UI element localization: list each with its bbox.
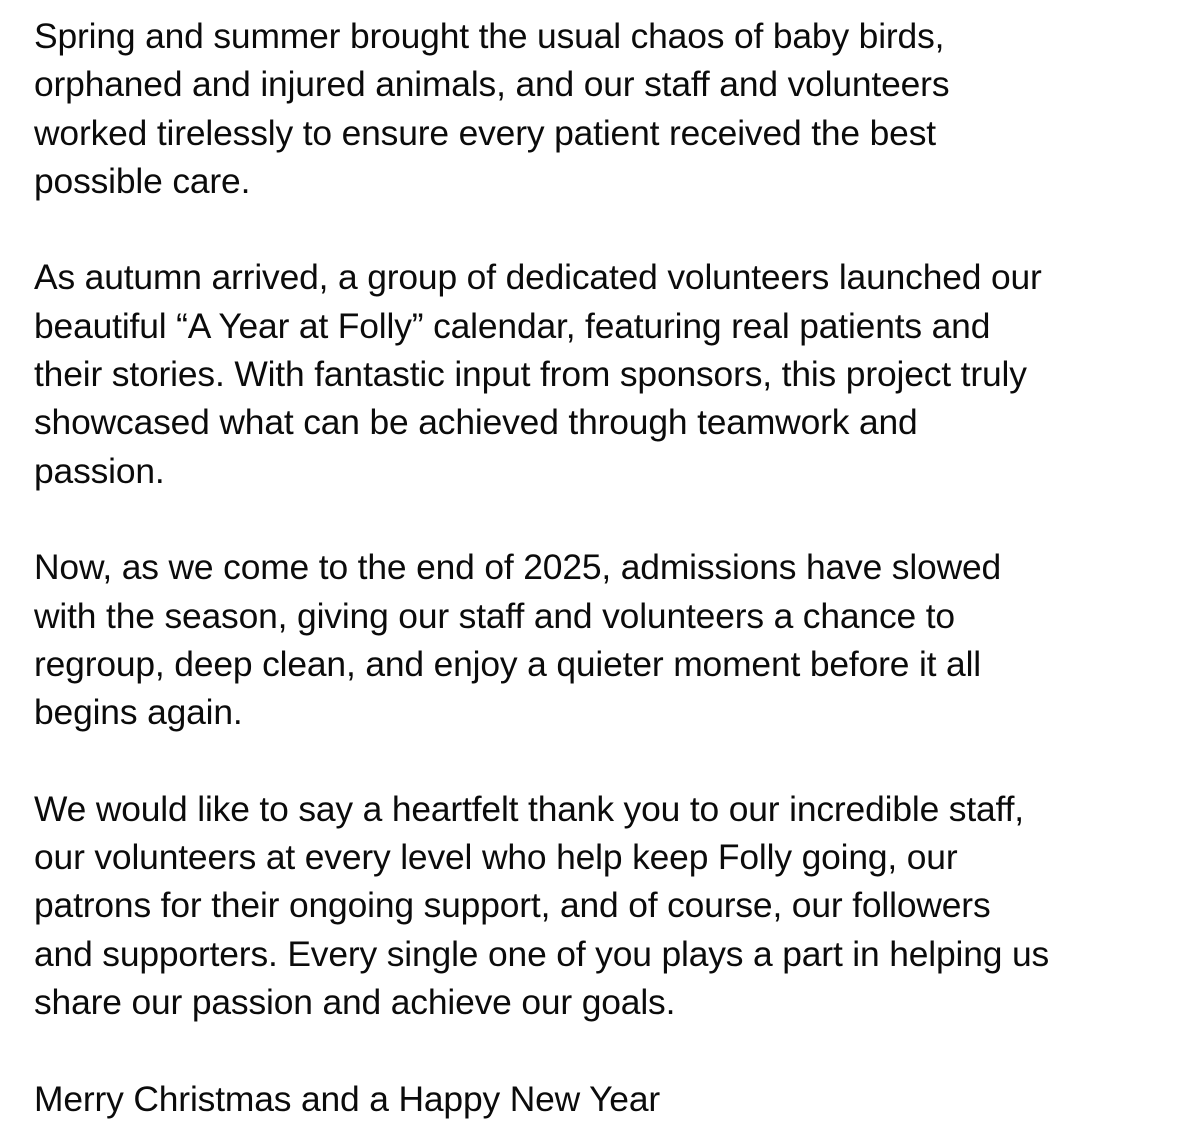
text-line: and supporters. Every single one of you plays a part in helping us	[34, 933, 1050, 974]
post-body	[34, 12, 1184, 1123]
text-line: their stories. With fantastic input from sponsors, this project truly	[34, 354, 1027, 395]
text-line: beautiful “A Year at Folly” calendar, featuring real patients and	[34, 305, 991, 346]
paragraph-autumn-calendar	[34, 253, 1184, 494]
text-line: patrons for their ongoing support, and of course, our followers	[34, 885, 991, 926]
closing-line: Merry Christmas and a Happy New Year	[34, 1078, 660, 1119]
text-line: with the season, giving our staff and volunteers a chance to	[34, 595, 955, 636]
paragraph-thank-you	[34, 785, 1184, 1026]
text-line: share our passion and achieve our goals.	[34, 981, 676, 1022]
text-line: worked tirelessly to ensure every patient received the best	[34, 112, 936, 153]
text-line: showcased what can be achieved through teamwork and	[34, 402, 918, 443]
text-line: Spring and summer brought the usual chaos of baby birds,	[34, 16, 945, 56]
text-line: our volunteers at every level who help keep Folly going, our	[34, 837, 958, 878]
text-line: We would like to say a heartfelt thank you to our incredible staff,	[34, 788, 1024, 829]
paragraph-end-of-year	[34, 543, 1184, 736]
paragraph-spring-summer	[34, 12, 1184, 205]
text-line: As autumn arrived, a group of dedicated volunteers launched our	[34, 257, 1042, 298]
text-line: regroup, deep clean, and enjoy a quieter moment before it all	[34, 643, 982, 684]
text-line: passion.	[34, 450, 165, 491]
text-line: possible care.	[34, 160, 251, 201]
text-line: orphaned and injured animals, and our staff and volunteers	[34, 64, 950, 105]
text-line: begins again.	[34, 692, 243, 733]
text-line: Now, as we come to the end of 2025, admissions have slowed	[34, 547, 1002, 588]
